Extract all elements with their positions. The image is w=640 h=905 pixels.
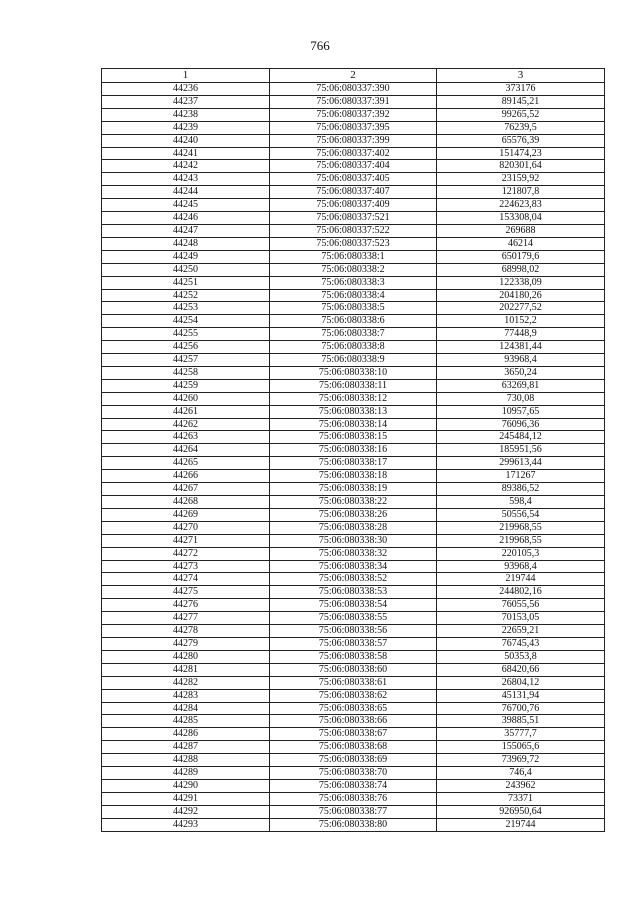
value-cell: 124381,44: [437, 341, 605, 354]
cadastral-number-cell: 75:06:080338:9: [270, 354, 437, 367]
value-cell: 77448,9: [437, 328, 605, 341]
value-cell: 89386,52: [437, 483, 605, 496]
cadastral-number-cell: 75:06:080337:404: [270, 160, 437, 173]
row-number-cell: 44263: [102, 431, 270, 444]
row-number-cell: 44245: [102, 199, 270, 212]
value-cell: 76055,56: [437, 599, 605, 612]
row-number-cell: 44252: [102, 289, 270, 302]
value-cell: 121807,8: [437, 186, 605, 199]
cadastral-number-cell: 75:06:080338:6: [270, 315, 437, 328]
cadastral-number-cell: 75:06:080338:70: [270, 767, 437, 780]
row-number-cell: 44274: [102, 573, 270, 586]
row-number-cell: 44284: [102, 702, 270, 715]
table-row: [102, 354, 605, 367]
row-number-cell: 44291: [102, 792, 270, 805]
row-number-cell: 44239: [102, 121, 270, 134]
value-cell: 93968,4: [437, 354, 605, 367]
cadastral-number-cell: 75:06:080338:18: [270, 470, 437, 483]
table-row: [102, 147, 605, 160]
value-cell: 153308,04: [437, 212, 605, 225]
cadastral-number-cell: 75:06:080338:34: [270, 560, 437, 573]
table-row: [102, 818, 605, 831]
cadastral-number-cell: 75:06:080338:16: [270, 444, 437, 457]
cadastral-number-cell: 75:06:080338:4: [270, 289, 437, 302]
value-cell: 3650,24: [437, 366, 605, 379]
value-cell: 730,08: [437, 392, 605, 405]
table-row: [102, 650, 605, 663]
row-number-cell: 44266: [102, 470, 270, 483]
value-cell: 219744: [437, 818, 605, 831]
row-number-cell: 44247: [102, 224, 270, 237]
table-row: [102, 379, 605, 392]
value-cell: 23159,92: [437, 173, 605, 186]
value-cell: 185951,56: [437, 444, 605, 457]
cadastral-number-cell: 75:06:080338:52: [270, 573, 437, 586]
row-number-cell: 44236: [102, 83, 270, 96]
row-number-cell: 44288: [102, 754, 270, 767]
row-number-cell: 44251: [102, 276, 270, 289]
column-header-3: 3: [437, 69, 605, 83]
table-row: [102, 792, 605, 805]
row-number-cell: 44279: [102, 637, 270, 650]
row-number-cell: 44253: [102, 302, 270, 315]
cadastral-number-cell: 75:06:080338:54: [270, 599, 437, 612]
cadastral-number-cell: 75:06:080338:56: [270, 625, 437, 638]
table-row: [102, 431, 605, 444]
table-row: [102, 237, 605, 250]
cadastral-number-cell: 75:06:080338:76: [270, 792, 437, 805]
cadastral-number-cell: 75:06:080337:523: [270, 237, 437, 250]
table-row: [102, 754, 605, 767]
value-cell: 224623,83: [437, 199, 605, 212]
table-row: [102, 521, 605, 534]
value-cell: 171267: [437, 470, 605, 483]
row-number-cell: 44242: [102, 160, 270, 173]
cadastral-number-cell: 75:06:080338:62: [270, 689, 437, 702]
cadastral-number-cell: 75:06:080338:77: [270, 805, 437, 818]
cadastral-number-cell: 75:06:080338:80: [270, 818, 437, 831]
table-row: [102, 315, 605, 328]
row-number-cell: 44261: [102, 405, 270, 418]
cadastral-number-cell: 75:06:080337:390: [270, 83, 437, 96]
cadastral-number-cell: 75:06:080338:26: [270, 508, 437, 521]
value-cell: 63269,81: [437, 379, 605, 392]
value-cell: 68420,66: [437, 663, 605, 676]
row-number-cell: 44244: [102, 186, 270, 199]
value-cell: 202277,52: [437, 302, 605, 315]
table-row: [102, 250, 605, 263]
row-number-cell: 44282: [102, 676, 270, 689]
value-cell: 820301,64: [437, 160, 605, 173]
cadastral-number-cell: 75:06:080338:68: [270, 741, 437, 754]
row-number-cell: 44276: [102, 599, 270, 612]
table-row: [102, 173, 605, 186]
value-cell: 50556,54: [437, 508, 605, 521]
row-number-cell: 44268: [102, 496, 270, 509]
row-number-cell: 44270: [102, 521, 270, 534]
row-number-cell: 44262: [102, 418, 270, 431]
table-row: [102, 470, 605, 483]
table-row: [102, 134, 605, 147]
value-cell: 89145,21: [437, 95, 605, 108]
cadastral-number-cell: 75:06:080338:14: [270, 418, 437, 431]
table-row: [102, 779, 605, 792]
cadastral-number-cell: 75:06:080337:399: [270, 134, 437, 147]
cadastral-number-cell: 75:06:080338:60: [270, 663, 437, 676]
row-number-cell: 44272: [102, 547, 270, 560]
row-number-cell: 44273: [102, 560, 270, 573]
table-row: [102, 676, 605, 689]
table-row: [102, 95, 605, 108]
value-cell: 220105,3: [437, 547, 605, 560]
cadastral-number-cell: 75:06:080338:7: [270, 328, 437, 341]
cadastral-number-cell: 75:06:080338:10: [270, 366, 437, 379]
row-number-cell: 44283: [102, 689, 270, 702]
value-cell: 10957,65: [437, 405, 605, 418]
row-number-cell: 44237: [102, 95, 270, 108]
value-cell: 99265,52: [437, 108, 605, 121]
table-row: [102, 276, 605, 289]
value-cell: 746,4: [437, 767, 605, 780]
row-number-cell: 44267: [102, 483, 270, 496]
table-row: [102, 83, 605, 96]
table-row: [102, 741, 605, 754]
cadastral-number-cell: 75:06:080337:391: [270, 95, 437, 108]
column-header-1: 1: [102, 69, 270, 83]
cadastral-number-cell: 75:06:080337:395: [270, 121, 437, 134]
table-row: [102, 702, 605, 715]
table-row: [102, 289, 605, 302]
value-cell: 76239,5: [437, 121, 605, 134]
value-cell: 299613,44: [437, 457, 605, 470]
row-number-cell: 44278: [102, 625, 270, 638]
cadastral-number-cell: 75:06:080338:3: [270, 276, 437, 289]
value-cell: 73969,72: [437, 754, 605, 767]
cadastral-number-cell: 75:06:080338:32: [270, 547, 437, 560]
row-number-cell: 44293: [102, 818, 270, 831]
table-row: [102, 392, 605, 405]
cadastral-number-cell: 75:06:080338:69: [270, 754, 437, 767]
value-cell: 269688: [437, 224, 605, 237]
table-row: [102, 573, 605, 586]
table-row: [102, 328, 605, 341]
row-number-cell: 44241: [102, 147, 270, 160]
table-row: [102, 263, 605, 276]
table-row: [102, 483, 605, 496]
table-row: [102, 805, 605, 818]
table-row: [102, 457, 605, 470]
row-number-cell: 44264: [102, 444, 270, 457]
table-row: [102, 405, 605, 418]
cadastral-number-cell: 75:06:080338:65: [270, 702, 437, 715]
value-cell: 245484,12: [437, 431, 605, 444]
cadastral-number-cell: 75:06:080338:30: [270, 534, 437, 547]
row-number-cell: 44249: [102, 250, 270, 263]
table-row: [102, 767, 605, 780]
value-cell: 373176: [437, 83, 605, 96]
table-row: [102, 341, 605, 354]
value-cell: 10152,2: [437, 315, 605, 328]
table-row: [102, 637, 605, 650]
row-number-cell: 44275: [102, 586, 270, 599]
value-cell: 22659,21: [437, 625, 605, 638]
value-cell: 35777,7: [437, 728, 605, 741]
table-row: [102, 199, 605, 212]
row-number-cell: 44257: [102, 354, 270, 367]
row-number-cell: 44260: [102, 392, 270, 405]
table-row: [102, 121, 605, 134]
row-number-cell: 44289: [102, 767, 270, 780]
table-row: [102, 496, 605, 509]
value-cell: 45131,94: [437, 689, 605, 702]
cadastral-number-cell: 75:06:080338:53: [270, 586, 437, 599]
row-number-cell: 44254: [102, 315, 270, 328]
cadastral-number-cell: 75:06:080338:55: [270, 612, 437, 625]
cadastral-number-cell: 75:06:080337:522: [270, 224, 437, 237]
table-row: [102, 689, 605, 702]
value-cell: 204180,26: [437, 289, 605, 302]
value-cell: 76745,43: [437, 637, 605, 650]
cadastral-number-cell: 75:06:080338:17: [270, 457, 437, 470]
cadastral-number-cell: 75:06:080338:1: [270, 250, 437, 263]
cadastral-number-cell: 75:06:080338:5: [270, 302, 437, 315]
value-cell: 219968,55: [437, 521, 605, 534]
row-number-cell: 44250: [102, 263, 270, 276]
value-cell: 76700,76: [437, 702, 605, 715]
cadastral-number-cell: 75:06:080338:11: [270, 379, 437, 392]
row-number-cell: 44248: [102, 237, 270, 250]
table-row: [102, 108, 605, 121]
cadastral-number-cell: 75:06:080338:58: [270, 650, 437, 663]
table-row: [102, 663, 605, 676]
cadastral-number-cell: 75:06:080337:521: [270, 212, 437, 225]
cadastral-number-cell: 75:06:080338:2: [270, 263, 437, 276]
row-number-cell: 44256: [102, 341, 270, 354]
table-row: [102, 612, 605, 625]
cadastral-number-cell: 75:06:080338:74: [270, 779, 437, 792]
value-cell: 93968,4: [437, 560, 605, 573]
row-number-cell: 44258: [102, 366, 270, 379]
value-cell: 46214: [437, 237, 605, 250]
cadastral-number-cell: 75:06:080338:15: [270, 431, 437, 444]
value-cell: 219968,55: [437, 534, 605, 547]
row-number-cell: 44240: [102, 134, 270, 147]
cadastral-number-cell: 75:06:080338:19: [270, 483, 437, 496]
cadastral-value-table: [101, 68, 605, 832]
table-row: [102, 599, 605, 612]
row-number-cell: 44265: [102, 457, 270, 470]
cadastral-number-cell: 75:06:080338:28: [270, 521, 437, 534]
table-row: [102, 508, 605, 521]
table-body: [102, 83, 605, 832]
value-cell: 151474,23: [437, 147, 605, 160]
row-number-cell: 44238: [102, 108, 270, 121]
row-number-cell: 44259: [102, 379, 270, 392]
value-cell: 26804,12: [437, 676, 605, 689]
table-row: [102, 418, 605, 431]
value-cell: 73371: [437, 792, 605, 805]
table-row: [102, 547, 605, 560]
cadastral-number-cell: 75:06:080338:8: [270, 341, 437, 354]
column-header-2: 2: [270, 69, 437, 83]
value-cell: 650179,6: [437, 250, 605, 263]
row-number-cell: 44277: [102, 612, 270, 625]
table-row: [102, 186, 605, 199]
table-row: [102, 728, 605, 741]
table-row: [102, 586, 605, 599]
cadastral-number-cell: 75:06:080338:57: [270, 637, 437, 650]
value-cell: 68998,02: [437, 263, 605, 276]
table-header-row: [102, 69, 605, 83]
value-cell: 122338,09: [437, 276, 605, 289]
table-row: [102, 560, 605, 573]
row-number-cell: 44246: [102, 212, 270, 225]
value-cell: 598,4: [437, 496, 605, 509]
row-number-cell: 44269: [102, 508, 270, 521]
cadastral-number-cell: 75:06:080337:402: [270, 147, 437, 160]
row-number-cell: 44280: [102, 650, 270, 663]
row-number-cell: 44286: [102, 728, 270, 741]
row-number-cell: 44271: [102, 534, 270, 547]
value-cell: 65576,39: [437, 134, 605, 147]
value-cell: 70153,05: [437, 612, 605, 625]
cadastral-number-cell: 75:06:080338:66: [270, 715, 437, 728]
value-cell: 76096,36: [437, 418, 605, 431]
table-row: [102, 224, 605, 237]
row-number-cell: 44255: [102, 328, 270, 341]
cadastral-number-cell: 75:06:080338:22: [270, 496, 437, 509]
table-row: [102, 534, 605, 547]
table-row: [102, 160, 605, 173]
row-number-cell: 44292: [102, 805, 270, 818]
row-number-cell: 44243: [102, 173, 270, 186]
value-cell: 926950,64: [437, 805, 605, 818]
row-number-cell: 44290: [102, 779, 270, 792]
row-number-cell: 44285: [102, 715, 270, 728]
cadastral-number-cell: 75:06:080338:67: [270, 728, 437, 741]
table-row: [102, 212, 605, 225]
table-row: [102, 444, 605, 457]
cadastral-number-cell: 75:06:080337:409: [270, 199, 437, 212]
row-number-cell: 44287: [102, 741, 270, 754]
cadastral-number-cell: 75:06:080337:392: [270, 108, 437, 121]
page-number: 766: [310, 38, 330, 53]
table-row: [102, 366, 605, 379]
value-cell: 243962: [437, 779, 605, 792]
cadastral-number-cell: 75:06:080337:405: [270, 173, 437, 186]
value-cell: 39885,51: [437, 715, 605, 728]
row-number-cell: 44281: [102, 663, 270, 676]
value-cell: 219744: [437, 573, 605, 586]
cadastral-number-cell: 75:06:080338:12: [270, 392, 437, 405]
value-cell: 50353,8: [437, 650, 605, 663]
value-cell: 155065,6: [437, 741, 605, 754]
cadastral-number-cell: 75:06:080338:13: [270, 405, 437, 418]
cadastral-number-cell: 75:06:080337:407: [270, 186, 437, 199]
value-cell: 244802,16: [437, 586, 605, 599]
table-row: [102, 302, 605, 315]
table-row: [102, 715, 605, 728]
table-row: [102, 625, 605, 638]
cadastral-number-cell: 75:06:080338:61: [270, 676, 437, 689]
